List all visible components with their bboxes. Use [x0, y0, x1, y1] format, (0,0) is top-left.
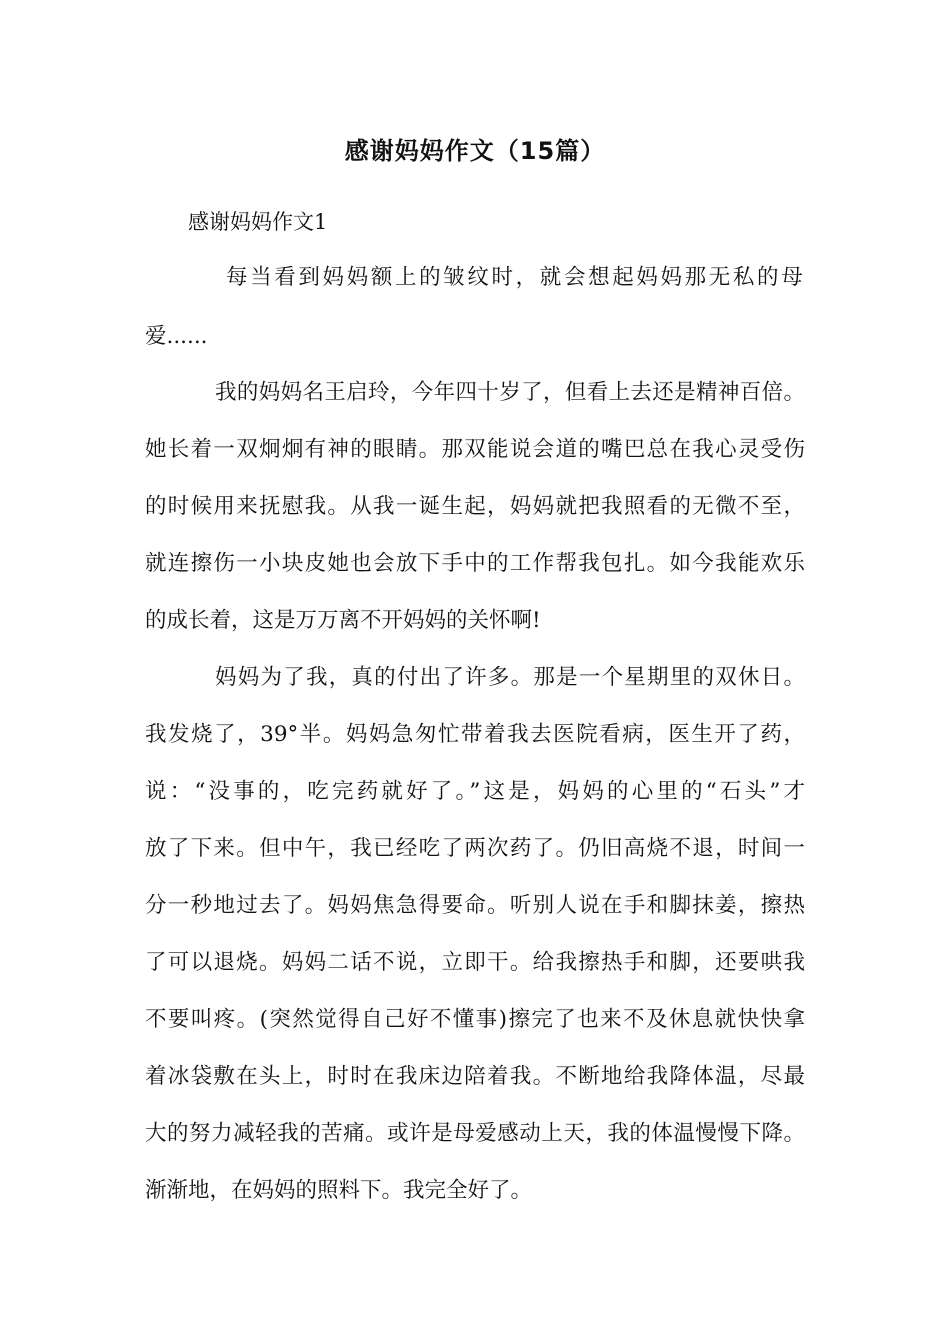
paragraph-line: 的成长着，这是万万离不开妈妈的关怀啊!	[145, 608, 541, 633]
paragraph-line: 了可以退烧。妈妈二话不说，立即干。给我擦热手和脚，还要哄我	[145, 950, 805, 975]
paragraph-line: 我发烧了，39°半。妈妈急匆忙带着我去医院看病，医生开了药，	[145, 722, 805, 747]
paragraph-line: 不要叫疼。(突然觉得自己好不懂事)擦完了也来不及休息就快快拿	[145, 1007, 805, 1032]
paragraph-line: 放了下来。但中午，我已经吃了两次药了。仍旧高烧不退，时间一	[145, 836, 805, 861]
document-title: 感谢妈妈作文（15篇）	[344, 137, 606, 165]
paragraph-line: 爱......	[145, 324, 208, 349]
paragraph-line: 我的妈妈名王启玲，今年四十岁了，但看上去还是精神百倍。	[215, 380, 805, 405]
paragraph-line: 她长着一双炯炯有神的眼睛。那双能说会道的嘴巴总在我心灵受伤	[145, 437, 805, 462]
paragraph-line: 就连擦伤一小块皮她也会放下手中的工作帮我包扎。如今我能欢乐	[145, 551, 805, 576]
paragraph-line: 分一秒地过去了。妈妈焦急得要命。听别人说在手和脚抹姜，擦热	[145, 893, 805, 918]
paragraph-line: 的时候用来抚慰我。从我一诞生起，妈妈就把我照看的无微不至，	[145, 494, 805, 519]
paragraph-line: 渐渐地，在妈妈的照料下。我完全好了。	[145, 1178, 533, 1203]
paragraph-line: 说：“没事的，吃完药就好了。”这是，妈妈的心里的“石头”才	[145, 779, 805, 804]
section-heading: 感谢妈妈作文1	[188, 210, 328, 234]
paragraph-line: 妈妈为了我，真的付出了许多。那是一个星期里的双休日。	[215, 665, 805, 690]
paragraph-line: 着冰袋敷在头上，时时在我床边陪着我。不断地给我降体温，尽最	[145, 1064, 805, 1089]
paragraph-line: 每当看到妈妈额上的皱纹时，就会想起妈妈那无私的母	[226, 265, 804, 290]
paragraph-line: 大的努力减轻我的苦痛。或许是母爱感动上天，我的体温慢慢下降。	[145, 1121, 805, 1146]
